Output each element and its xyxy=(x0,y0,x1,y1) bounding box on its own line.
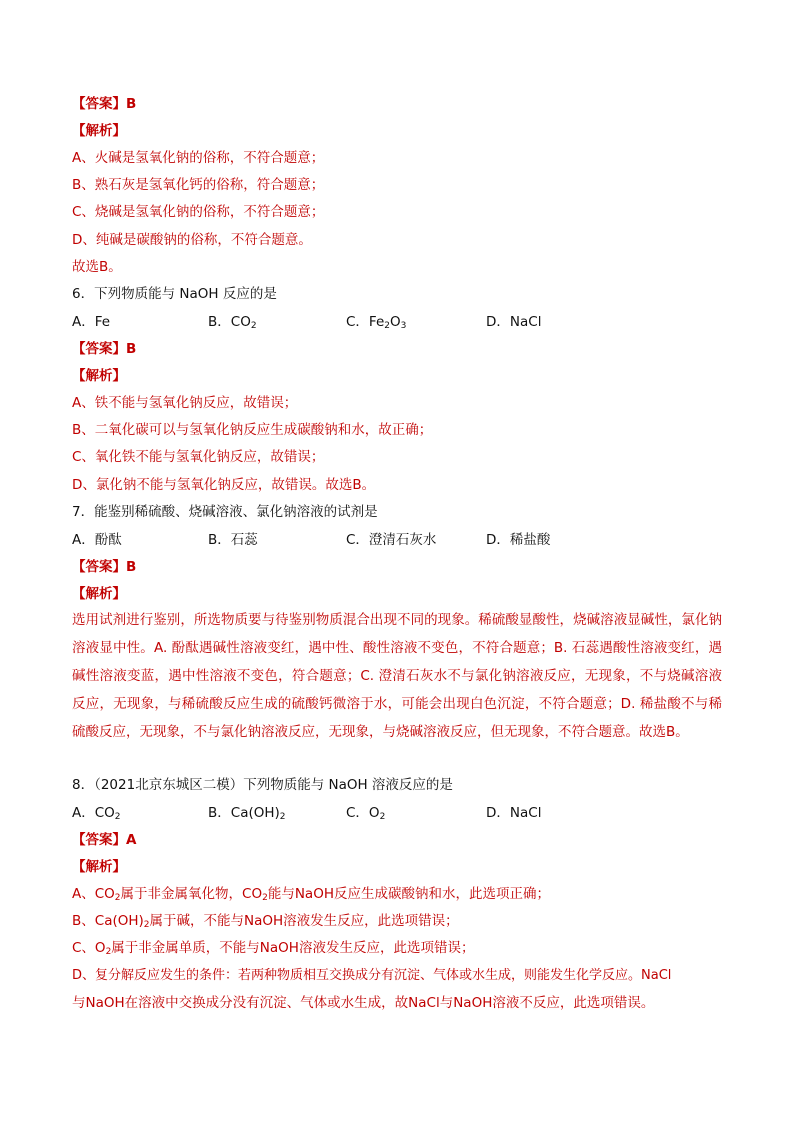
text-run: 属于非金属单质，不能与NaOH溶液发生反应，此选项错误； xyxy=(111,940,475,956)
question-stem: 8．（2021北京东城区二模）下列物质能与 NaOH 溶液反应的是 xyxy=(72,777,453,793)
answer-label: 答案 xyxy=(85,96,113,112)
option-text: C．O xyxy=(346,805,380,821)
analysis-text: B、二氧化碳可以与氢氧化钠反应生成碳酸钠和水，故正确； xyxy=(72,422,433,438)
text-run: B、Ca(OH) xyxy=(72,913,144,929)
option-a xyxy=(72,803,121,823)
bracket: 】 xyxy=(112,96,126,112)
option-b: B．石蕊 xyxy=(208,532,258,548)
option-a: A．酚酞 xyxy=(72,532,122,548)
analysis-paragraph: 选用试剂进行鉴别，所选物质要与待鉴别物质混合出现不同的现象。稀硫酸显酸性，烧碱溶液显碱性，氯化钠溶液显中性。A. 酚酞遇碱性溶液变红，遇中性、酸性溶液不变色，不符合题意；B. 石蕊遇酸性溶液变红，遇碱性溶液变蓝，遇中性溶液不变色，符合题意；C. 澄清石灰水不与氯化钠溶液反应，无现象，不与烧碱溶液反应，无现象，与稀硫酸反应生成的硫酸钙微溶于水，可能会出现白色沉淀，不符合题意；D. 稀盐酸不与稀硫酸反应，无现象，不与氯化钠溶液反应，无现象，与烧碱溶液反应，但无现象，不符合题意。故选B。 xyxy=(72,612,722,740)
question-stem: 7．能鉴别稀硫酸、烧碱溶液、氯化钠溶液的试剂是 xyxy=(72,504,378,520)
answer-value: B xyxy=(126,559,137,575)
bracket: 【 xyxy=(72,586,86,602)
answer-label: 答案 xyxy=(85,341,113,357)
answer-line xyxy=(72,339,136,359)
analysis-text: A、铁不能与氢氧化钠反应，故错误； xyxy=(72,395,298,411)
subscript: 2 xyxy=(114,893,121,903)
text-run: 属于非金属氧化物，CO xyxy=(120,886,263,902)
bracket: 】 xyxy=(112,559,126,575)
bracket: 【 xyxy=(72,559,86,575)
analysis-text: 与NaOH在溶液中交换成分没有沉淀、气体或水生成，故NaCl与NaOH溶液不反应，此选项错误。 xyxy=(72,995,655,1011)
answer-line xyxy=(72,94,136,114)
subscript: 3 xyxy=(400,321,407,331)
bracket: 【 xyxy=(72,832,86,848)
analysis-text: 故选B。 xyxy=(72,259,122,275)
bracket: 【 xyxy=(72,368,86,384)
analysis-text: D、氯化钠不能与氢氧化钠反应，故错误。故选B。 xyxy=(72,477,376,493)
analysis-text: D、纯碱是碳酸钠的俗称，不符合题意。 xyxy=(72,232,312,248)
subscript: 2 xyxy=(143,920,150,930)
analysis-line xyxy=(72,121,126,141)
option-a: A．Fe xyxy=(72,314,111,330)
text-run: 属于碱，不能与NaOH溶液发生反应，此选项错误； xyxy=(149,913,459,929)
bracket: 】 xyxy=(112,123,126,139)
bracket: 【 xyxy=(72,859,86,875)
analysis-text xyxy=(72,938,474,958)
analysis-text xyxy=(72,911,459,931)
analysis-text: A、火碱是氢氧化钠的俗称，不符合题意； xyxy=(72,150,325,166)
subscript: 2 xyxy=(379,812,386,822)
option-c: C．澄清石灰水 xyxy=(346,532,437,548)
analysis-line xyxy=(72,584,126,604)
analysis-text xyxy=(72,884,550,904)
analysis-label: 解析 xyxy=(85,859,113,875)
analysis-label: 解析 xyxy=(85,368,113,384)
text-run: C、O xyxy=(72,940,106,956)
analysis-text: C、氧化铁不能与氢氧化钠反应，故错误； xyxy=(72,449,325,465)
option-c xyxy=(346,312,406,332)
bracket: 】 xyxy=(112,586,126,602)
option-text: O xyxy=(390,314,401,330)
subscript: 2 xyxy=(384,321,390,331)
option-d: D．NaCl xyxy=(486,805,542,821)
option-text: B．CO xyxy=(208,314,251,330)
answer-line xyxy=(72,557,136,577)
bracket: 【 xyxy=(72,341,86,357)
answer-value: B xyxy=(126,96,137,112)
option-b xyxy=(208,312,257,332)
question-stem: 6．下列物质能与 NaOH 反应的是 xyxy=(72,286,277,302)
text-run: A、CO xyxy=(72,886,115,902)
bracket: 】 xyxy=(112,368,126,384)
bracket: 】 xyxy=(112,341,126,357)
answer-value: A xyxy=(126,832,137,848)
analysis-label: 解析 xyxy=(85,586,113,602)
analysis-text: D、复分解反应发生的条件：若两种物质相互交换成分有沉淀、气体或水生成，则能发生化学反应。NaCl xyxy=(72,968,672,983)
subscript: 2 xyxy=(114,812,121,822)
option-d: D．稀盐酸 xyxy=(486,532,551,548)
subscript: 2 xyxy=(262,893,268,903)
bracket: 】 xyxy=(112,832,126,848)
option-text: C．Fe xyxy=(346,314,385,330)
analysis-line xyxy=(72,857,126,877)
analysis-line xyxy=(72,366,126,386)
option-b xyxy=(208,803,286,823)
analysis-text: B、熟石灰是氢氧化钙的俗称，符合题意； xyxy=(72,177,325,193)
analysis-label: 解析 xyxy=(85,123,113,139)
option-c xyxy=(346,803,385,823)
option-d: D．NaCl xyxy=(486,314,542,330)
bracket: 【 xyxy=(72,123,86,139)
analysis-text: C、烧碱是氢氧化钠的俗称，不符合题意； xyxy=(72,204,325,220)
bracket: 】 xyxy=(112,859,126,875)
text-run: 能与NaOH反应生成碳酸钠和水，此选项正确； xyxy=(267,886,550,902)
subscript: 2 xyxy=(250,321,257,331)
option-text: A．CO xyxy=(72,805,115,821)
option-text: B．Ca(OH) xyxy=(208,805,280,821)
answer-label: 答案 xyxy=(85,559,113,575)
answer-value: B xyxy=(126,341,137,357)
answer-line xyxy=(72,830,136,850)
subscript: 2 xyxy=(279,812,286,822)
answer-label: 答案 xyxy=(85,832,113,848)
subscript: 2 xyxy=(105,947,112,957)
bracket: 【 xyxy=(72,96,86,112)
